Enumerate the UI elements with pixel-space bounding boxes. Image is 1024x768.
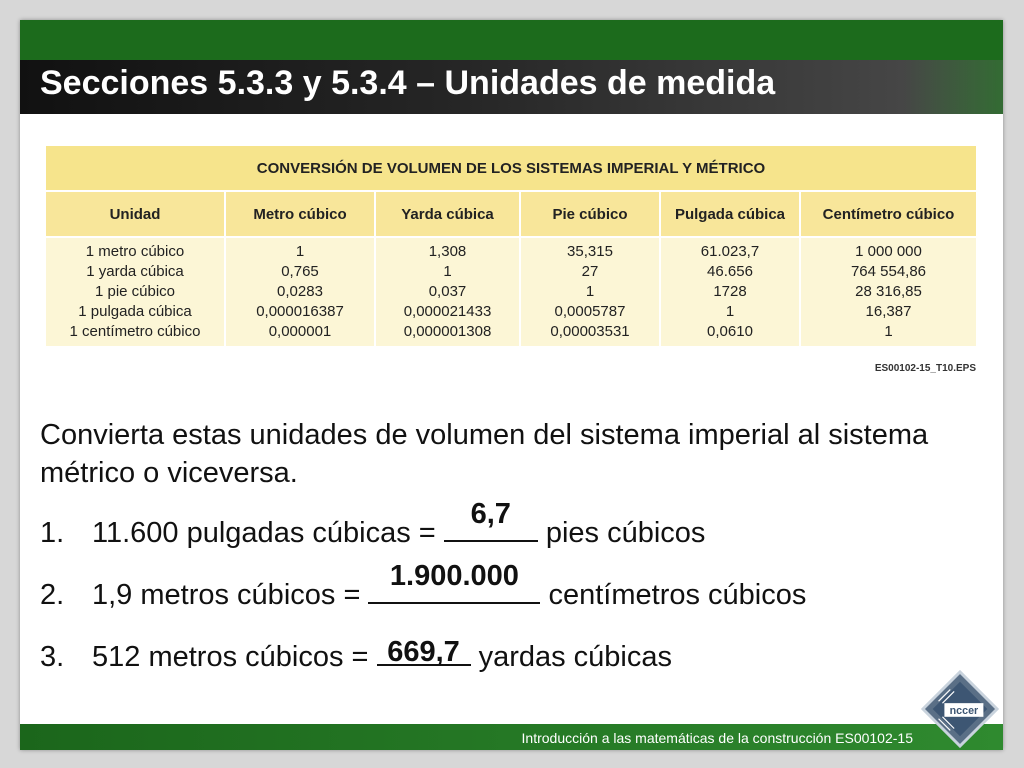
table-cell: 1 xyxy=(375,262,520,282)
slide-title: Secciones 5.3.3 y 5.3.4 – Unidades de medida xyxy=(40,64,776,102)
instructions-text: Convierta estas unidades de volumen del sistema imperial al sistema métrico o viceversa. xyxy=(40,419,929,489)
table-row xyxy=(46,302,976,322)
exercise-3 xyxy=(40,634,672,674)
answer-blank xyxy=(444,498,538,542)
answer-text: 6,7 xyxy=(470,498,511,530)
slide xyxy=(20,20,1003,750)
table-cell: 16,387 xyxy=(865,303,912,320)
table-cell: 0,0610 xyxy=(660,322,800,346)
exercise-number: 2. xyxy=(40,579,65,611)
table-cell: 0,000001 xyxy=(225,322,375,346)
table-cell: 1 centímetro cúbico xyxy=(46,322,225,346)
table-cell: 0,000001308 xyxy=(375,322,520,346)
table-cell: 1 xyxy=(660,302,800,322)
table-row xyxy=(46,262,976,282)
table-cell: 27 xyxy=(520,262,660,282)
table-cell: 28 316,85 xyxy=(855,283,922,300)
table-cell: 1 pie cúbico xyxy=(46,282,225,302)
table-cell: 1 yarda cúbica xyxy=(46,262,225,282)
exercise-question: 1,9 metros cúbicos = xyxy=(92,579,369,611)
header-yarda-cubica: Yarda cúbica xyxy=(375,191,520,237)
table-caption: CONVERSIÓN DE VOLUMEN DE LOS SISTEMAS IMPERIAL Y MÉTRICO xyxy=(46,146,976,191)
table-cell: 0,0005787 xyxy=(520,302,660,322)
exercise-question: 11.600 pulgadas cúbicas = xyxy=(92,517,444,549)
table-cell: 0,00003531 xyxy=(520,322,660,346)
table-cell: 1,308 xyxy=(375,237,520,262)
exercise-unit: yardas cúbicas xyxy=(470,641,673,673)
exercise-unit: pies cúbicos xyxy=(537,517,706,549)
table-cell: 1 xyxy=(884,323,893,340)
header-unidad: Unidad xyxy=(46,191,225,237)
table-cell: 1 xyxy=(225,237,375,262)
answer-text: 669,7 xyxy=(387,636,460,668)
title-bar xyxy=(20,60,1003,114)
exercise-1 xyxy=(40,498,706,550)
table-cell: 1728 xyxy=(660,282,800,302)
top-green-band xyxy=(20,20,1003,60)
header-centimetro-cubico: Centímetro cúbico xyxy=(800,191,976,237)
table-cell: 0,000021433 xyxy=(375,302,520,322)
logo-text: nccer xyxy=(949,704,979,717)
exercise-2 xyxy=(40,560,807,612)
header-metro-cubico: Metro cúbico xyxy=(225,191,375,237)
table-cell: 1 000 000 xyxy=(855,243,922,260)
answer-blank xyxy=(368,560,540,604)
table-cell: 1 xyxy=(520,282,660,302)
header-pulgada-cubica: Pulgada cúbica xyxy=(660,191,800,237)
table-cell: 0,0283 xyxy=(225,282,375,302)
footer-text: Introducción a las matemáticas de la construcción ES00102-15 xyxy=(521,730,913,746)
table-cell: 0,765 xyxy=(225,262,375,282)
exercise-number: 3. xyxy=(40,641,65,673)
header-pie-cubico: Pie cúbico xyxy=(520,191,660,237)
table-cell: 1 pulgada cúbica xyxy=(46,302,225,322)
exercise-number: 1. xyxy=(40,517,65,549)
table-cell: 0,037 xyxy=(375,282,520,302)
table-row xyxy=(46,322,976,346)
table-cell: 1 metro cúbico xyxy=(46,237,225,262)
title-accent xyxy=(903,60,1003,114)
exercise-question: 512 metros cúbicos = xyxy=(92,641,377,673)
nccer-logo-icon xyxy=(921,670,999,748)
table-cell: 61.023,7 xyxy=(660,237,800,262)
table-row xyxy=(46,282,976,302)
answer-blank xyxy=(377,634,471,666)
conversion-table xyxy=(46,146,976,346)
exercise-unit: centímetros cúbicos xyxy=(540,579,807,611)
answer-text: 1.900.000 xyxy=(389,560,519,592)
table-row xyxy=(46,237,976,262)
table-cell: 764 554,86 xyxy=(850,263,927,280)
table-cell: 46.656 xyxy=(660,262,800,282)
table-cell: 0,000016387 xyxy=(225,302,375,322)
table-cell: 35,315 xyxy=(520,237,660,262)
table-source-code: ES00102-15_T10.EPS xyxy=(874,363,976,374)
